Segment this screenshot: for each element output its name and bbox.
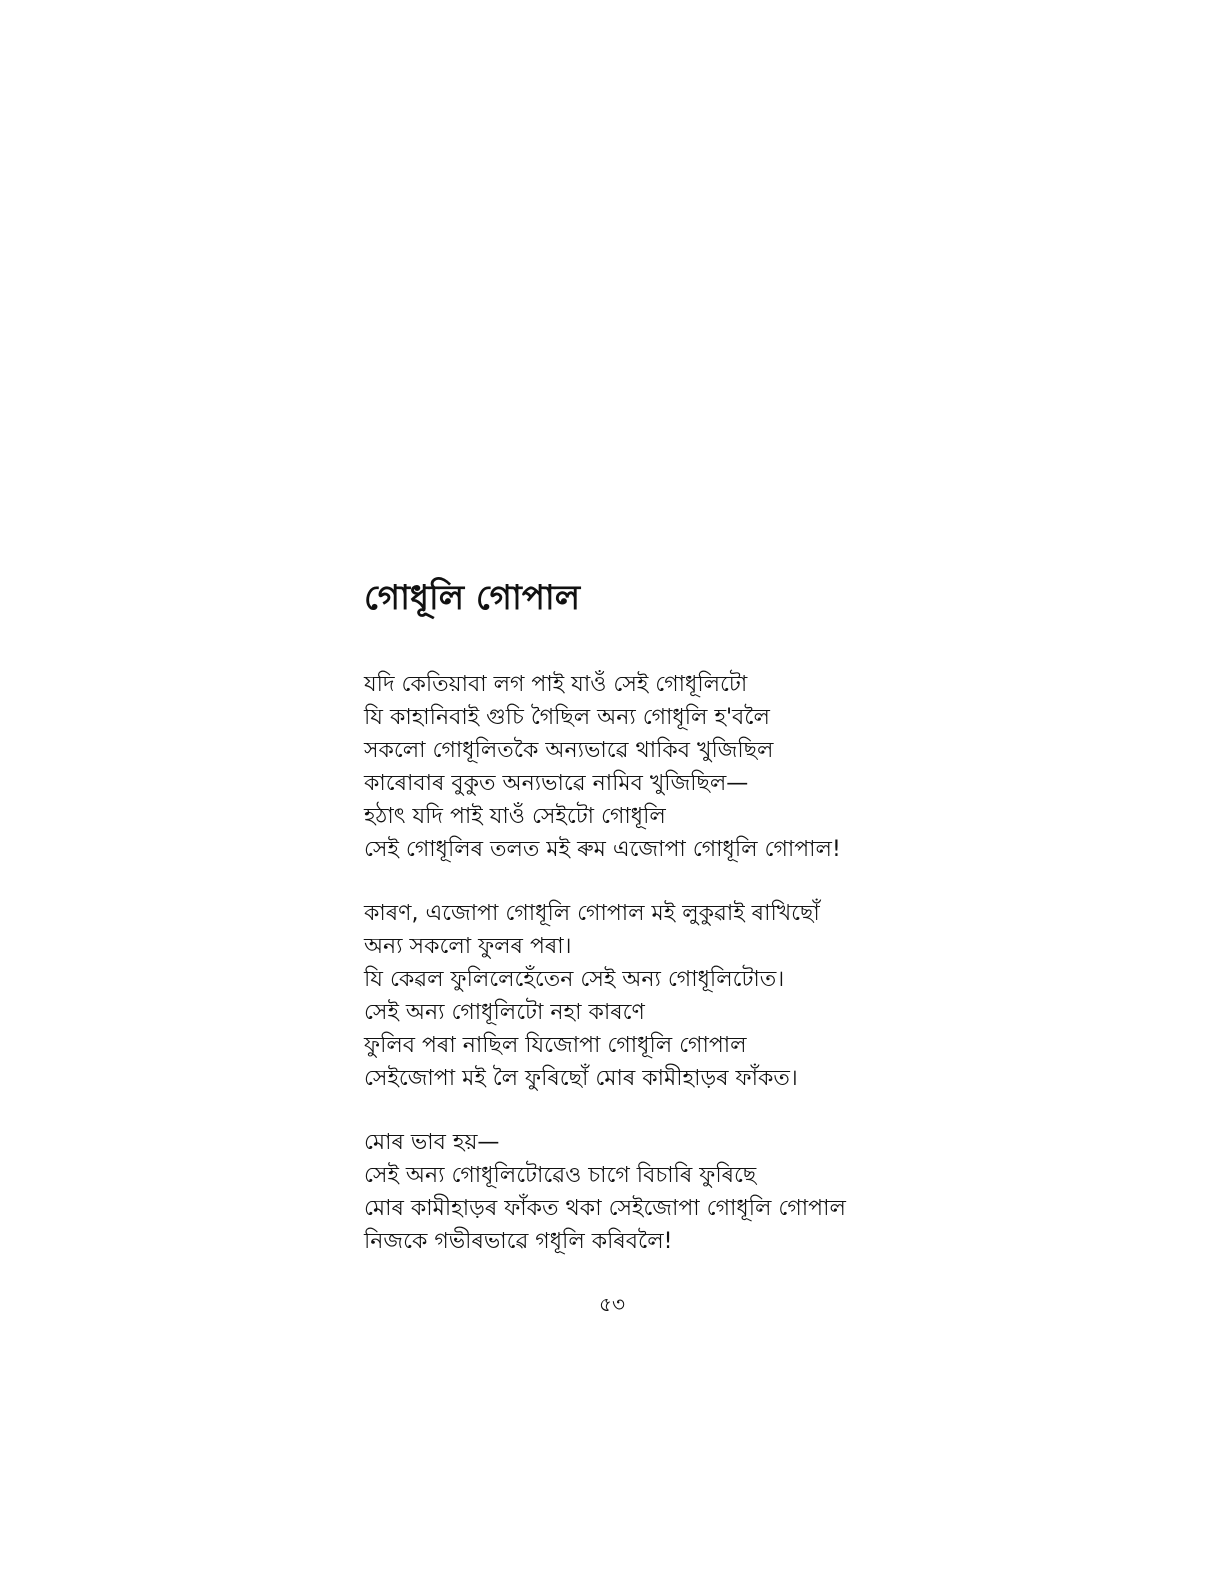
poem-line: হঠাৎ যদি পাই যাওঁ সেইটো গোধূলি <box>364 804 666 829</box>
poem-line: সেই অন্য গোধূলিটো নহা কাৰণে <box>364 1000 645 1025</box>
poem-line: সেইজোপা মই লৈ ফুৰিছোঁ মোৰ কামীহাড়ৰ ফাঁকত। <box>364 1066 798 1091</box>
poem-line: কাৰোবাৰ বুকুত অন্যভাৱে নামিব খুজিছিল— <box>364 771 749 796</box>
poem-line: মোৰ ভাব হয়— <box>364 1130 500 1155</box>
poem-line: সেই গোধূলিৰ তলত মই ৰুম এজোপা গোধূলি গোপাল! <box>364 837 841 862</box>
poem-body <box>364 668 924 1289</box>
poem-title: গোধূলি গোপাল <box>364 578 581 618</box>
page-number: ৫৩ <box>599 1292 625 1316</box>
poem-line: নিজকে গভীৰভাৱে গধূলি কৰিবলৈ! <box>364 1229 673 1254</box>
poem-line: ফুলিব পৰা নাছিল যিজোপা গোধূলি গোপাল <box>364 1033 747 1058</box>
poem-line: কাৰণ, এজোপা গোধূলি গোপাল মই লুকুৱাই ৰাখিছোঁ <box>364 901 820 926</box>
poem-line: সেই অন্য গোধূলিটোৱেও চাগে বিচাৰি ফুৰিছে <box>364 1163 757 1188</box>
stanza-3 <box>364 1126 924 1258</box>
stanza-2 <box>364 897 924 1095</box>
poem-line: যদি কেতিয়াবা লগ পাই যাওঁ সেই গোধূলিটো <box>364 672 748 697</box>
stanza-1 <box>364 668 924 866</box>
poem-line: সকলো গোধূলিতকৈ অন্যভাৱে থাকিব খুজিছিল <box>364 738 774 763</box>
poem-line: যি কাহানিবাই গুচি গৈছিল অন্য গোধূলি হ'বলৈ <box>364 705 770 730</box>
poem-line: অন্য সকলো ফুলৰ পৰা। <box>364 934 572 959</box>
poem-line: মোৰ কামীহাড়ৰ ফাঁকত থকা সেইজোপা গোধূলি গোপাল <box>364 1196 846 1221</box>
poem-line: যি কেৱল ফুলিলেহেঁতেন সেই অন্য গোধূলিটোত। <box>364 967 785 992</box>
